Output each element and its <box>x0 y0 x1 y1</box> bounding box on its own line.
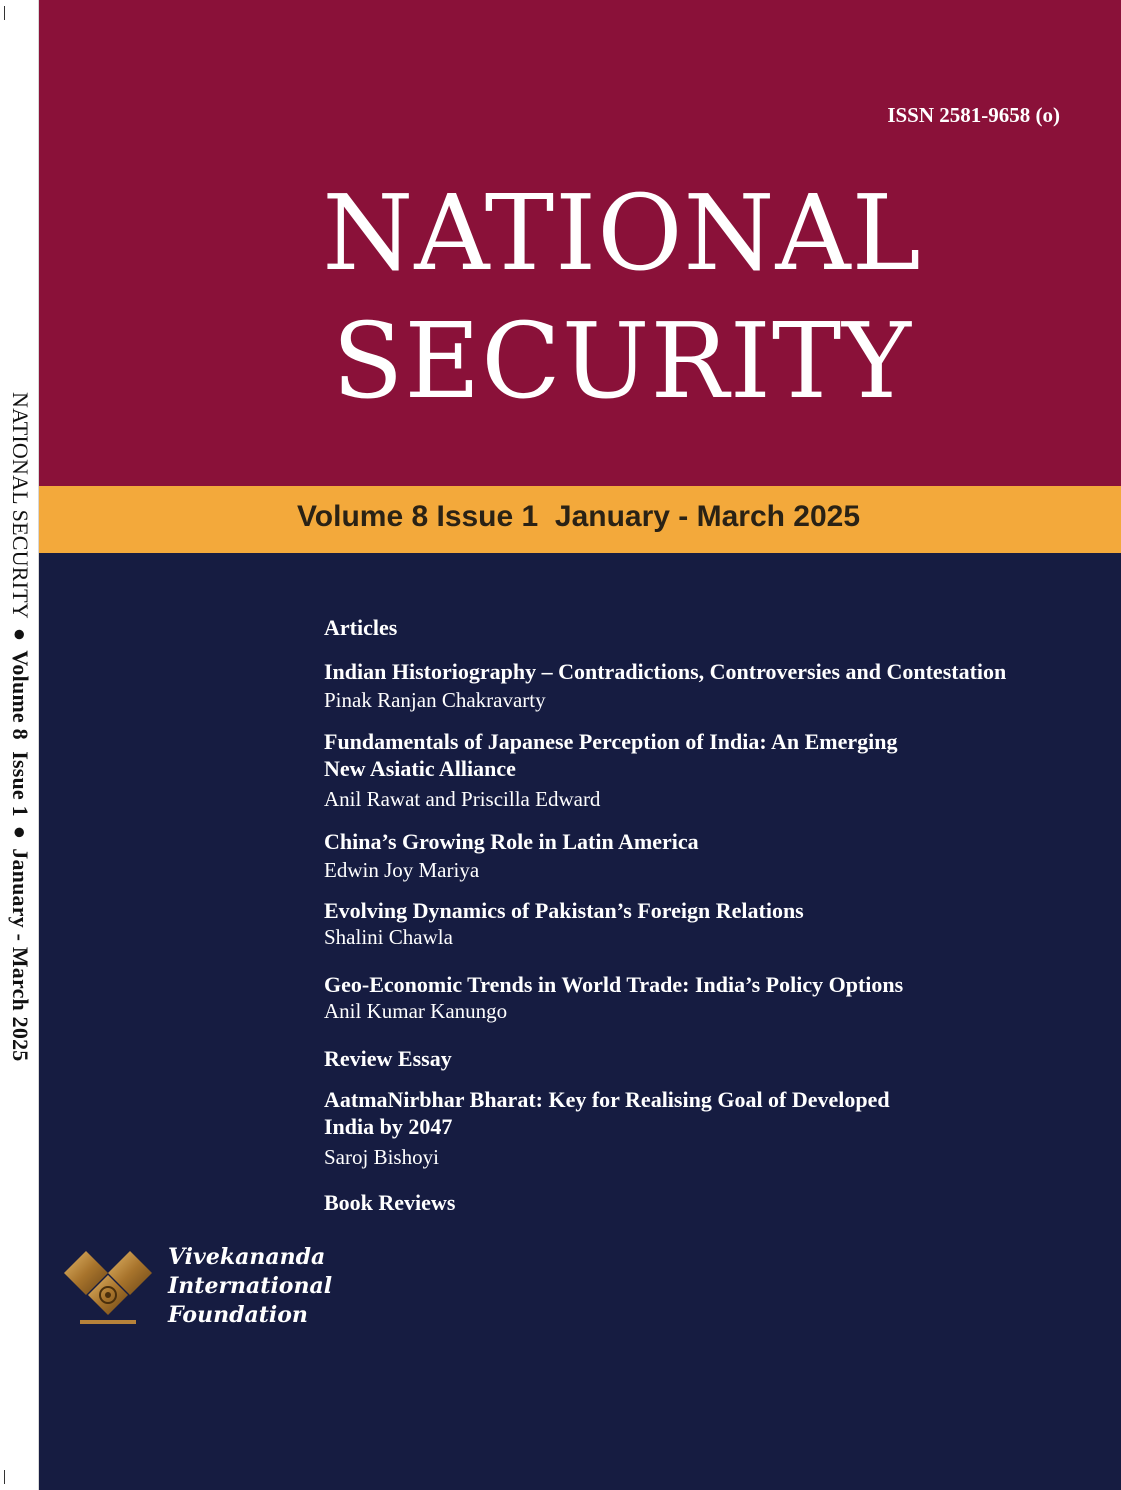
review-author: Saroj Bishoyi <box>324 1145 439 1169</box>
publisher-name <box>168 1243 332 1330</box>
article-title-line-2: New Asiatic Alliance <box>324 756 516 781</box>
review-title: AatmaNirbhar Bharat: Key for Realising Goal of Developed <box>324 1087 890 1112</box>
volume-issue-date: Volume 8 Issue 1 January - March 2025 <box>297 500 861 533</box>
issn: ISSN 2581-9658 (o) <box>887 103 1060 127</box>
spine-separator-1: ● <box>8 627 33 642</box>
spine-title: NATIONAL SECURITY <box>8 392 33 619</box>
article-title: Evolving Dynamics of Pakistan’s Foreign Relations <box>324 898 804 923</box>
title-line-1: NATIONAL <box>322 172 922 294</box>
spine-volume: Volume 8 <box>8 650 33 740</box>
title-line-2: SECURITY <box>332 300 912 422</box>
book-reviews-heading: Book Reviews <box>324 1190 456 1215</box>
article-author: Pinak Ranjan Chakravarty <box>324 688 546 712</box>
article-title: Fundamentals of Japanese Perception of India: An Emerging <box>324 729 898 754</box>
article-author: Anil Kumar Kanungo <box>324 999 508 1023</box>
publisher-line-1: Vivekananda <box>168 1244 326 1270</box>
article-title: China’s Growing Role in Latin America <box>324 829 699 854</box>
spine-separator-2: ● <box>8 825 33 840</box>
article-author: Anil Rawat and Priscilla Edward <box>324 787 601 811</box>
spine <box>0 0 39 1490</box>
article-author: Shalini Chawla <box>324 925 453 949</box>
spine-date: January - March 2025 <box>8 848 33 1062</box>
article-title: Geo-Economic Trends in World Trade: India’s Policy Options <box>324 972 904 997</box>
review-title-line-2: India by 2047 <box>324 1114 453 1139</box>
crop-mark-bottom <box>4 1470 5 1484</box>
review-essay-heading: Review Essay <box>324 1046 452 1071</box>
articles-heading: Articles <box>324 615 398 640</box>
vif-diamond-logo-icon <box>64 1247 154 1327</box>
title-band <box>39 0 1121 486</box>
spine-issue: Issue 1 <box>8 751 33 817</box>
volume-band <box>39 486 1121 553</box>
spine-text <box>7 392 33 1061</box>
article-author: Edwin Joy Mariya <box>324 858 480 882</box>
publisher-line-2: International <box>168 1273 333 1299</box>
contents-band <box>39 553 1121 1490</box>
publisher-line-3: Foundation <box>168 1302 308 1328</box>
article-title: Indian Historiography – Contradictions, Controversies and Contestation <box>324 659 1007 684</box>
crop-mark-top <box>4 6 5 20</box>
